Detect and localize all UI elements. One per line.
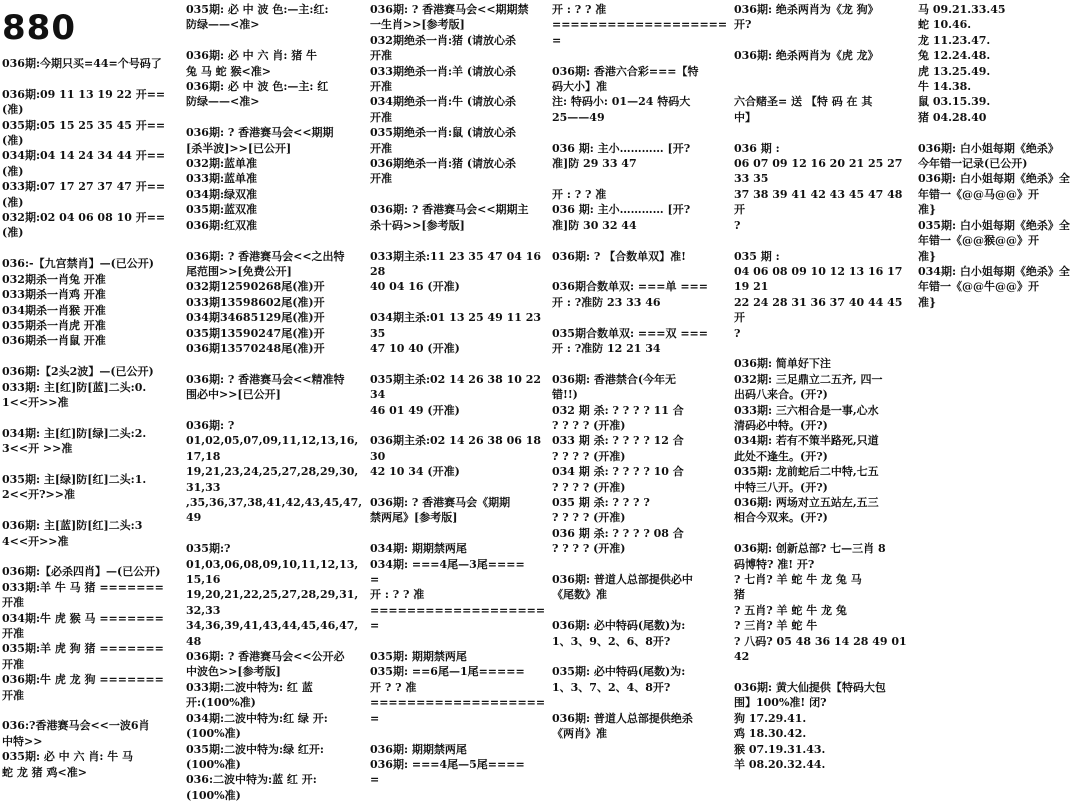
text-line: 开 : ? ? 准 [370, 588, 425, 602]
text-line: 033期:羊 牛 马 猪 ======= [2, 580, 164, 594]
text-line: 036期: ? 香港赛马会<<期期主 [370, 203, 529, 217]
text-line: 34,36,39,41,43,44,45,46,47,48 [186, 619, 359, 648]
text-line: 036期: 香港禁合(今年无 [552, 372, 677, 386]
text-line: 036期: 白小姐每期《绝杀》全 [918, 172, 1070, 186]
text-line: 开准 [2, 596, 24, 610]
text-line: 036期: ===4尾—5尾==== [370, 757, 525, 771]
text-line: 开准 [2, 688, 24, 702]
text-line [370, 356, 546, 371]
text-line [552, 171, 728, 186]
text-line: 036期: 绝杀两肖为《龙 狗》 [734, 3, 879, 16]
text-line: 032期: 三足鼎立二五齐, 四一 [734, 372, 883, 386]
text-line: ? 七肖? 羊 蛇 牛 龙 兔 马 [734, 573, 862, 587]
text-line [552, 48, 728, 63]
text-line: 3<<开 >>准 [2, 442, 73, 456]
text-line: 开准 [370, 141, 392, 155]
text-line: 开 : ? ? 准 [552, 3, 607, 16]
text-line [552, 695, 728, 710]
text-line: (100%准) [186, 727, 241, 741]
text-line: 036期合数单双: ===单 === [552, 280, 708, 294]
text-line: 034期: 白小姐每期《绝杀》全 [918, 264, 1070, 278]
text-line: 准} [918, 295, 937, 309]
column-3 [368, 0, 548, 787]
text-line: 032期杀一肖兔 开准 [2, 272, 106, 286]
text-line [2, 349, 180, 364]
text-line: 中特三八开。(开?) [734, 480, 828, 494]
text-line: 036期: ? 香港赛马会<<公开必 [186, 650, 345, 664]
text-line: 25——49 [552, 110, 605, 124]
text-line: 033期:二波中特为: 红 蓝 [186, 680, 313, 694]
text-line: 035期:05 15 25 35 45 开==(准) [2, 118, 166, 148]
text-line: ? [734, 218, 741, 232]
text-line: 开准 [370, 80, 392, 94]
text-line: 036期: 必中特码(尾数)为: [552, 619, 686, 633]
text-line: 035期13590247尾(准)开 [186, 326, 325, 340]
text-line: 035期: 必 中 六 肖: 牛 马 [2, 750, 134, 764]
text-line [186, 33, 364, 48]
text-line [2, 457, 180, 472]
text-line: 鼠 03.15.39. [918, 95, 991, 109]
text-line: 猪 [734, 588, 745, 602]
text-line: 准} [918, 203, 937, 217]
text-line: 06 07 09 12 16 20 21 25 27 33 35 [734, 157, 907, 186]
text-line: 开准 [2, 657, 24, 671]
text-line [370, 726, 546, 741]
text-line: 035 期 杀: ? ? ? ? [552, 496, 650, 509]
text-line [734, 33, 912, 48]
text-line: 036期: 主[蓝]防[红]二头:3 [2, 519, 143, 533]
text-line: 《两肖》准 [552, 727, 607, 741]
text-line: 杀十码>>[参考版] [370, 218, 465, 232]
text-line: 034期绝杀一肖:牛 (请放心杀 [370, 95, 517, 109]
text-line: 猪 04.28.40 [918, 110, 987, 124]
text-line [2, 241, 180, 256]
text-line: 036期: 必 中 六 肖: 猪 牛 [186, 49, 318, 63]
column-6 [916, 0, 1078, 708]
text-line: 开准 [370, 49, 392, 63]
text-line: 42 10 34 (开准) [370, 465, 460, 479]
text-line: 出码八来合。(开?) [734, 388, 828, 402]
text-line: 防绿——<准> [186, 95, 260, 109]
text-line: 开 ? ? 准 [370, 680, 417, 694]
text-line: 19,20,21,22,25,27,28,29,31,32,33 [186, 588, 359, 617]
text-line: 中】 [734, 110, 756, 124]
column-2 [184, 0, 366, 802]
text-line [370, 526, 546, 541]
text-line: 开 : ?准防 23 33 46 [552, 295, 661, 309]
text-line: 035期:蓝双准 [186, 203, 258, 217]
text-line: ==================== [370, 603, 546, 633]
text-line: 033期13598602尾(准)开 [186, 295, 325, 309]
text-line: 开 : ? ? 准 [552, 187, 607, 201]
text-line: ? 五肖? 羊 蛇 牛 龙 兔 [734, 603, 847, 617]
text-line: 033期主杀:11 23 35 47 04 16 28 [370, 249, 545, 278]
text-line [918, 125, 1076, 140]
text-line [2, 503, 180, 518]
text-line [734, 233, 912, 248]
text-line: 相合今双来。(开?) [734, 511, 828, 525]
text-line [552, 356, 728, 371]
text-line: 035期: ==6尾—1尾===== [370, 665, 525, 679]
text-line: 036期: 绝杀两肖为《虎 龙》 [734, 49, 879, 63]
text-line: 尾范围>>[免费公开] [186, 264, 292, 278]
text-line [370, 295, 546, 310]
text-line: 034期:04 14 24 34 44 开==(准) [2, 149, 166, 178]
text-line [734, 664, 912, 679]
text-line: 036期:【2头2波】—(已公开) [2, 365, 154, 379]
text-line: 035期:? [186, 542, 231, 556]
text-line: 中波色>>[参考版] [186, 665, 281, 679]
text-line: 036期: 期期禁两尾 [370, 742, 467, 756]
text-line: 蛇 龙 猪 鸡<准> [2, 765, 87, 779]
text-line: 034期34685129尾(准)开 [186, 311, 325, 325]
text-line: 036:二波中特为:蓝 红 开: [186, 773, 317, 787]
text-line: 036:-【九宫禁肖】—(已公开) [2, 257, 154, 271]
text-line: 37 38 39 41 42 43 45 47 48 开 [734, 187, 907, 217]
column-4 [550, 0, 730, 741]
text-line: 19,21,23,24,25,27,28,29,30,31,33 [186, 465, 359, 494]
text-line: 036:?香港赛马会<<一波6肖 [2, 719, 150, 733]
text-line: 036期: ? 香港赛马会《期期 [370, 496, 511, 509]
text-line [186, 233, 364, 248]
text-line: 035期: 龙前蛇后二中特,七五 [734, 465, 879, 479]
column-1 [0, 0, 182, 779]
text-line: 036 期: 主小………… [开? [552, 141, 691, 155]
text-line: 036期杀一肖鼠 开准 [2, 334, 106, 348]
text-line [552, 557, 728, 572]
text-line: 035期: 必 中 波 色:—主:红: [186, 3, 329, 16]
text-line [370, 480, 546, 495]
text-line: 2<<开?>>准 [2, 488, 75, 502]
text-line: ==================== [370, 696, 546, 725]
text-line [186, 356, 364, 371]
text-line: 034期: 期期禁两尾 [370, 542, 467, 556]
column-5 [732, 0, 914, 771]
text-line: 六合赌圣= 送 【特 码 在 其 [734, 95, 873, 109]
text-line: ? ? ? ? (开准) [552, 449, 626, 463]
text-line [2, 703, 180, 718]
text-line: 033期杀一肖鸡 开准 [2, 288, 106, 302]
text-line [2, 549, 180, 564]
text-line: 码博特? 准! 开? [734, 557, 815, 571]
text-line: 034 期 杀: ? ? ? ? 10 合 [552, 465, 684, 479]
text-line [186, 526, 364, 541]
text-line: 035期: 必中特码(尾数)为: [552, 665, 686, 679]
text-line: 036期: ? 【合数单双】准! [552, 249, 686, 263]
text-line: 036期: ? 香港赛马会<<期期禁 [370, 3, 529, 16]
text-line [186, 110, 364, 125]
text-line: 蛇 10.46. [918, 18, 972, 32]
text-line: 036 期 : [734, 141, 780, 155]
text-line: 围必中>>[已公开] [186, 388, 281, 402]
text-line: 清码必中特。(开?) [734, 418, 828, 432]
text-line [370, 187, 546, 202]
text-line: = [370, 773, 380, 787]
text-line: 1、3、9、2、6、8开? [552, 634, 671, 648]
text-line [734, 79, 912, 94]
text-line: 032期:02 04 06 08 10 开==(准) [2, 211, 166, 240]
text-line: 注: 特码小: 01—24 特码大 [552, 95, 691, 109]
text-line: 40 04 16 (开准) [370, 280, 460, 294]
text-line: 036期: ? [186, 418, 235, 432]
text-line: 兔 12.24.48. [918, 49, 991, 63]
text-line: 准]防 29 33 47 [552, 157, 637, 171]
text-line: 准} [918, 249, 937, 263]
text-line: 035期: 主[绿]防[红]二头:1. [2, 472, 147, 486]
text-line: 036 期: 主小………… [开? [552, 203, 691, 217]
text-line: 035期绝杀一肖:鼠 (请放心杀 [370, 126, 517, 140]
text-line: 年错一《@@马@@》开 [918, 187, 1039, 201]
text-line [370, 233, 546, 248]
text-line: 猴 07.19.31.43. [734, 742, 826, 756]
text-line: 围】100%准! 闭? [734, 696, 827, 710]
text-line: 1<<开>>准 [2, 395, 69, 409]
text-line: (100%准) [186, 788, 241, 802]
text-line: 034期: 主[红]防[绿]二头:2. [2, 426, 147, 440]
text-line: = [370, 573, 380, 587]
text-line: 036期: 两场对立五站左,五三 [734, 496, 879, 509]
text-line [734, 341, 912, 356]
text-line: 036期:09 11 13 19 22 开==(准) [2, 87, 166, 117]
text-line: 036期:今期只买=44=个号码了 [2, 57, 162, 70]
text-line: 狗 17.29.41. [734, 711, 807, 725]
text-line [734, 526, 912, 541]
text-line: ? ? ? ? (开准) [552, 511, 626, 525]
text-line: 033 期 杀: ? ? ? ? 12 合 [552, 434, 684, 448]
text-line: 036期:红双准 [186, 218, 258, 232]
text-line: ? [734, 326, 741, 340]
text-line: 今年错一记录(已公开) [918, 157, 1028, 171]
text-line: 036期:【必杀四肖】—(已公开) [2, 565, 161, 579]
text-line: 033期: 三六相合是一事,心水 [734, 403, 879, 417]
text-line: 准]防 30 32 44 [552, 218, 637, 232]
text-line: 036期绝杀一肖:猪 (请放心杀 [370, 157, 517, 171]
text-line: 036期: ? 香港赛马会<<之出特 [186, 249, 345, 263]
text-line [552, 125, 728, 140]
text-line: 034期: ===4尾—3尾==== [370, 557, 525, 571]
text-line: 开准 [370, 110, 392, 124]
text-line: 羊 08.20.32.44. [734, 757, 826, 771]
text-line: 032期12590268尾(准)开 [186, 280, 325, 294]
text-line: 036期主杀:02 14 26 38 06 18 30 [370, 434, 545, 463]
text-line: 47 10 40 (开准) [370, 341, 460, 355]
text-line: 此处不逢生。(开?) [734, 449, 828, 463]
text-line: 开 : ?准防 12 21 34 [552, 341, 661, 355]
text-line: 036期: 香港六合彩===【特 [552, 64, 699, 78]
text-line: 22 24 28 31 36 37 40 44 45 开 [734, 295, 907, 325]
text-line: 035期主杀:02 14 26 38 10 22 34 [370, 372, 545, 402]
text-line: 036期13570248尾(准)开 [186, 341, 325, 355]
text-line: 1、3、7、2、4、8开? [552, 680, 671, 694]
text-line: 035期:二波中特为:绿 红开: [186, 742, 324, 756]
text-line: 036期: 简单好下注 [734, 357, 831, 371]
text-line: 中特>> [2, 734, 43, 748]
page-title: 880 [2, 8, 76, 48]
text-line: 01,03,06,08,09,10,11,12,13,15,16 [186, 557, 359, 587]
text-line: 035 期 : [734, 249, 780, 263]
text-line: 034期:牛 虎 猴 马 ======= [2, 611, 164, 625]
text-line: [杀半波]>>[已公开] [186, 141, 292, 155]
text-line: 036期: 白小姐每期《绝杀》 [918, 141, 1059, 155]
text-line: 034期: 若有不策半路死,只道 [734, 434, 879, 448]
text-line: 035期合数单双: ===双 === [552, 326, 708, 340]
text-line [552, 649, 728, 664]
text-line: 033期:蓝单准 [186, 172, 258, 186]
text-line: 开准 [370, 172, 392, 186]
text-line: 开准 [2, 627, 24, 641]
text-line: 鸡 18.30.42. [734, 727, 807, 741]
text-line: 036期: 普道人总部提供绝杀 [552, 711, 693, 725]
text-line: ? ? ? ? (开准) [552, 542, 626, 556]
text-line: 036期:牛 虎 龙 狗 ======= [2, 673, 164, 687]
text-line: 036期: ? 香港赛马会<<精准特 [186, 372, 345, 386]
text-line: 年错一《@@牛@@》开 [918, 280, 1039, 294]
text-line: 防绿——<准> [186, 18, 260, 32]
text-line: 4<<开>>准 [2, 534, 69, 548]
text-line: 龙 11.23.47. [918, 33, 991, 47]
text-line: 036期: 普道人总部提供必中 [552, 573, 693, 587]
text-line: 46 01 49 (开准) [370, 403, 460, 417]
text-line: 036期: 必 中 波 色:—主: 红 [186, 80, 329, 94]
text-line: 034期杀一肖猴 开准 [2, 303, 106, 317]
text-line: 兔 马 蛇 猴<准> [186, 64, 271, 78]
text-line: 036 期 杀: ? ? ? ? 08 合 [552, 526, 684, 540]
text-line: 一生肖>>[参考版] [370, 18, 465, 32]
text-line: 开:(100%准) [186, 696, 256, 710]
text-line: 032期:蓝单准 [186, 157, 258, 171]
text-line: 01,02,05,07,09,11,12,13,16,17,18 [186, 434, 359, 463]
text-line [370, 418, 546, 433]
text-line: ? 八码? 05 48 36 14 28 49 01 [734, 634, 907, 648]
text-line: 禁两尾》[参考版] [370, 511, 458, 525]
text-line: 虎 13.25.49. [918, 64, 991, 78]
text-line: 036期: 黄大仙提供【特码大包 [734, 680, 886, 694]
text-line: 《尾数》准 [552, 588, 607, 602]
text-line: (100%准) [186, 757, 241, 771]
text-line [552, 264, 728, 279]
text-line [552, 310, 728, 325]
text-line: 032期绝杀一肖:猪 (请放心杀 [370, 33, 517, 47]
text-line: 036期: 创新总部? 七—三肖 8 [734, 542, 886, 556]
text-line: 033期: 主[红]防[蓝]二头:0. [2, 380, 147, 394]
text-line: 034期主杀:01 13 25 49 11 23 35 [370, 311, 545, 340]
text-line [2, 71, 180, 86]
text-line: 035期杀一肖虎 开准 [2, 318, 106, 332]
text-line: 033期绝杀一肖:羊 (请放心杀 [370, 64, 517, 78]
text-line: ? 三肖? 羊 蛇 牛 [734, 619, 818, 633]
text-line: ? ? ? ? (开准) [552, 480, 626, 494]
text-line: 码大小】准 [552, 80, 607, 94]
text-line: 033期:07 17 27 37 47 开==(准) [2, 180, 166, 209]
text-line: 马 09.21.33.45 [918, 3, 1006, 16]
text-line [2, 410, 180, 425]
text-line [734, 64, 912, 79]
text-line [186, 403, 364, 418]
text-line: ,35,36,37,38,41,42,43,45,47,49 [186, 496, 363, 525]
text-line: ==================== [552, 18, 728, 47]
text-line: 开? [734, 18, 752, 32]
text-line: 035期: 期期禁两尾 [370, 650, 467, 664]
text-line: 04 06 08 09 10 12 13 16 17 19 21 [734, 264, 907, 294]
text-line: 035期: 白小姐每期《绝杀》全 [918, 218, 1070, 232]
text-line [370, 634, 546, 649]
text-line: 034期:二波中特为:红 绿 开: [186, 711, 328, 725]
text-line: 032 期 杀: ? ? ? ? 11 合 [552, 403, 684, 417]
text-line: 年错一《@@猴@@》开 [918, 234, 1039, 248]
text-line: 035期:羊 虎 狗 猪 ======= [2, 642, 164, 656]
text-line [734, 125, 912, 140]
text-line [552, 603, 728, 618]
text-line: 牛 14.38. [918, 80, 972, 94]
text-line: ? ? ? ? (开准) [552, 418, 626, 432]
text-line: 错!!) [552, 388, 578, 402]
text-line [552, 233, 728, 248]
text-line: 034期:绿双准 [186, 187, 258, 201]
text-line: 036期: ? 香港赛马会<<期期 [186, 126, 334, 140]
text-line: 42 [734, 650, 750, 664]
